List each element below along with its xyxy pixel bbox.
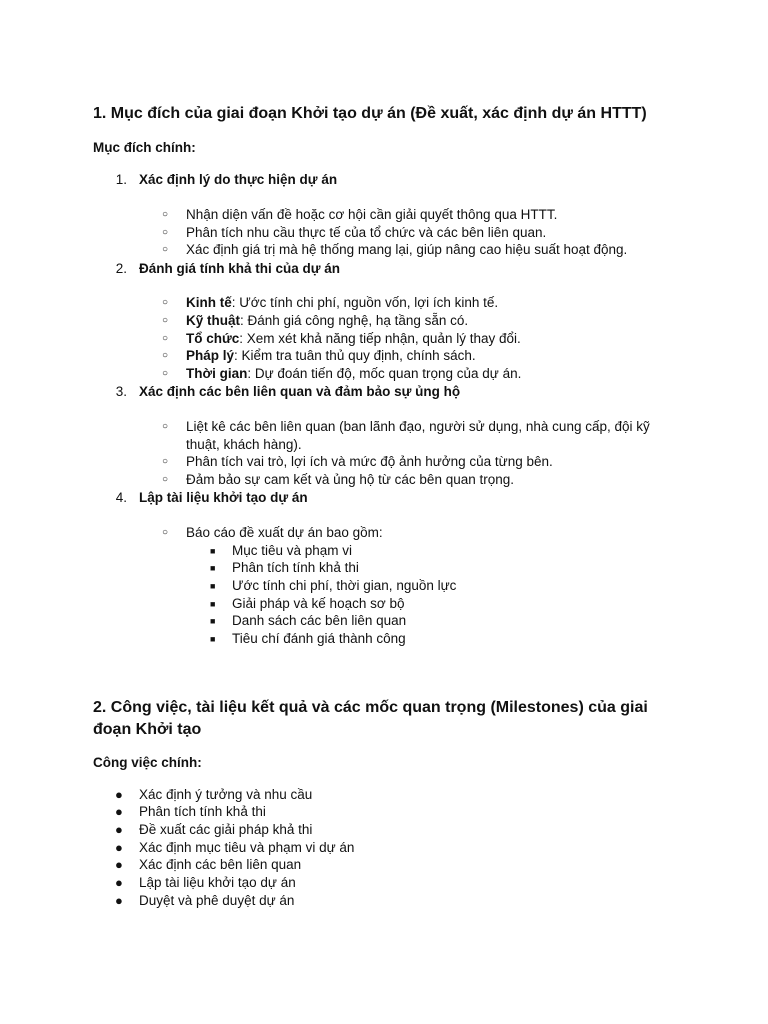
list-item: Nhận diện vấn đề hoặc cơ hội cần giải quyết thông qua HTTT. [186, 207, 558, 222]
feasibility-text: : Ước tính chi phí, nguồn vốn, lợi ích kinh tế. [231, 295, 499, 310]
list-item: Duyệt và phê duyệt dự án [139, 893, 295, 908]
list-item [186, 330, 521, 348]
feasibility-text: : Đánh giá công nghệ, hạ tầng sẵn có. [240, 313, 469, 328]
list-item: Phân tích tính khả thi [139, 804, 266, 819]
disc-bullet: ● [115, 787, 123, 802]
disc-bullet: ● [115, 857, 123, 872]
sub-list-item: Ước tính chi phí, thời gian, nguồn lực [232, 578, 457, 593]
circle-bullet: ○ [162, 421, 169, 432]
feasibility-label: Pháp lý [186, 348, 235, 363]
square-bullet: ■ [210, 599, 216, 609]
item-number: 3. [115, 384, 127, 399]
list-item: Xác định ý tưởng và nhu cầu [139, 787, 313, 802]
sub-list-item: Tiêu chí đánh giá thành công [232, 631, 406, 646]
disc-bullet: ● [115, 840, 123, 855]
section2-heading-line1: 2. Công việc, tài liệu kết quả và các mốc quan trọng (Milestones) của giai [93, 699, 648, 716]
section1-heading: 1. Mục đích của giai đoạn Khởi tạo dự án (Đề xuất, xác định dự án HTTT) [93, 105, 647, 122]
disc-bullet: ● [115, 875, 123, 890]
list-item: Xác định giá trị mà hệ thống mang lại, giúp nâng cao hiệu suất hoạt động. [186, 242, 628, 257]
sub-list-item: Mục tiêu và phạm vi [232, 543, 353, 558]
list-item: Phân tích nhu cầu thực tế của tổ chức và các bên liên quan. [186, 225, 547, 240]
feasibility-text: : Kiểm tra tuân thủ quy định, chính sách. [234, 348, 476, 363]
circle-bullet: ○ [162, 315, 169, 326]
circle-bullet: ○ [162, 527, 169, 538]
feasibility-label: Tổ chức [186, 331, 240, 346]
item-title: Lập tài liệu khởi tạo dự án [139, 490, 308, 505]
feasibility-label: Kỹ thuật [186, 313, 240, 328]
circle-bullet: ○ [162, 474, 169, 485]
list-item: Xác định các bên liên quan [139, 857, 302, 872]
disc-bullet: ● [115, 893, 123, 908]
list-item: Báo cáo đề xuất dự án bao gồm: [186, 525, 383, 540]
item-title: Xác định các bên liên quan và đảm bảo sự ủng hộ [139, 384, 461, 399]
item-number: 1. [115, 172, 127, 187]
circle-bullet: ○ [162, 368, 169, 379]
circle-bullet: ○ [162, 350, 169, 361]
circle-bullet: ○ [162, 297, 169, 308]
circle-bullet: ○ [162, 227, 169, 238]
list-item: Đảm bảo sự cam kết và ủng hộ từ các bên quan trọng. [186, 472, 515, 487]
list-item: Liệt kê các bên liên quan (ban lãnh đạo, người sử dụng, nhà cung cấp, đội kỹ [186, 419, 650, 434]
list-item: Phân tích vai trò, lợi ích và mức độ ảnh hưởng của từng bên. [186, 454, 553, 469]
section1-subheading: Mục đích chính: [93, 140, 196, 155]
sub-list-item: Danh sách các bên liên quan [232, 613, 407, 628]
circle-bullet: ○ [162, 333, 169, 344]
list-item [186, 365, 521, 383]
circle-bullet: ○ [162, 456, 169, 467]
square-bullet: ■ [210, 581, 216, 591]
circle-bullet: ○ [162, 209, 169, 220]
disc-bullet: ● [115, 822, 123, 837]
list-item [186, 347, 476, 365]
feasibility-label: Kinh tế [186, 295, 232, 310]
feasibility-text: : Xem xét khả năng tiếp nhận, quản lý thay đổi. [239, 331, 521, 346]
section2-heading-line2: đoạn Khởi tạo [93, 721, 202, 738]
circle-bullet: ○ [162, 244, 169, 255]
item-title: Xác định lý do thực hiện dự án [139, 172, 338, 187]
sub-list-item: Phân tích tính khả thi [232, 560, 359, 575]
list-item: Đề xuất các giải pháp khả thi [139, 822, 313, 837]
square-bullet: ■ [210, 634, 216, 644]
feasibility-label: Thời gian [186, 366, 248, 381]
square-bullet: ■ [210, 546, 216, 556]
item-number: 2. [115, 261, 127, 276]
section2-subheading: Công việc chính: [93, 755, 202, 770]
sub-list-item: Giải pháp và kế hoạch sơ bộ [232, 596, 405, 611]
feasibility-text: : Dự đoán tiến độ, mốc quan trọng của dự án. [247, 366, 522, 381]
list-item: Xác định mục tiêu và phạm vi dự án [139, 840, 355, 855]
disc-bullet: ● [115, 804, 123, 819]
square-bullet: ■ [210, 616, 216, 626]
list-item [186, 312, 468, 330]
square-bullet: ■ [210, 563, 216, 573]
item-title: Đánh giá tính khả thi của dự án [139, 261, 341, 276]
list-item-continuation: thuật, khách hàng). [186, 437, 302, 452]
list-item: Lập tài liệu khởi tạo dự án [139, 875, 296, 890]
list-item [186, 294, 498, 312]
item-number: 4. [115, 490, 127, 505]
